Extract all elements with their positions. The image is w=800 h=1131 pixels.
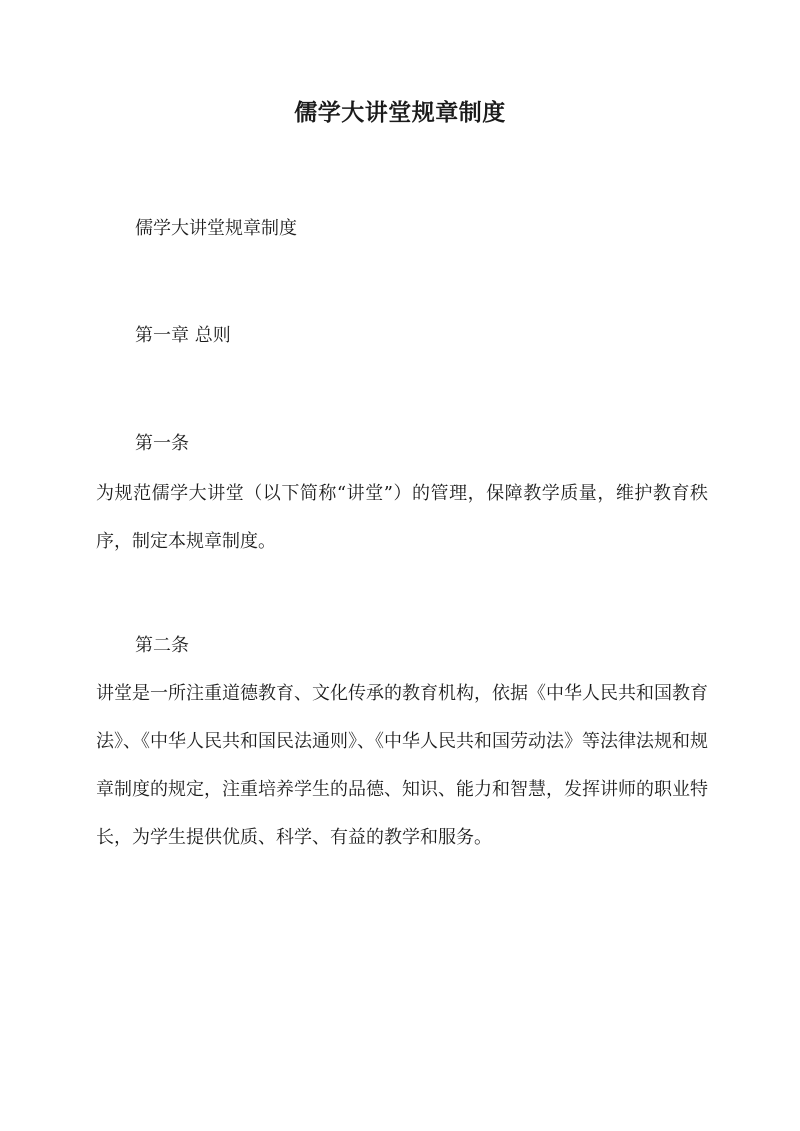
document-title: 儒学大讲堂规章制度 — [294, 99, 506, 126]
document-subtitle: 儒学大讲堂规章制度 — [135, 218, 297, 239]
article-2-body: 讲堂是一所注重道德教育、文化传承的教育机构，依据《中华人民共和国教育法》、《中华人民共和国民法通则》、《中华人民共和国劳动法》等法律法规和规章制度的规定，注重培养学生的品德、知识、能力和智慧，发挥讲师的职业特长，为学生提供优质、科学、有益的教学和服务。 — [96, 683, 708, 848]
article-1-heading: 第一条 — [135, 433, 189, 454]
article-1-body: 为规范儒学大讲堂（以下简称“讲堂”）的管理，保障教学质量，维护教育秩序，制定本规章制度。 — [96, 483, 708, 552]
article-2-heading: 第二条 — [135, 635, 189, 656]
chapter-heading: 第一章 总则 — [135, 325, 231, 346]
